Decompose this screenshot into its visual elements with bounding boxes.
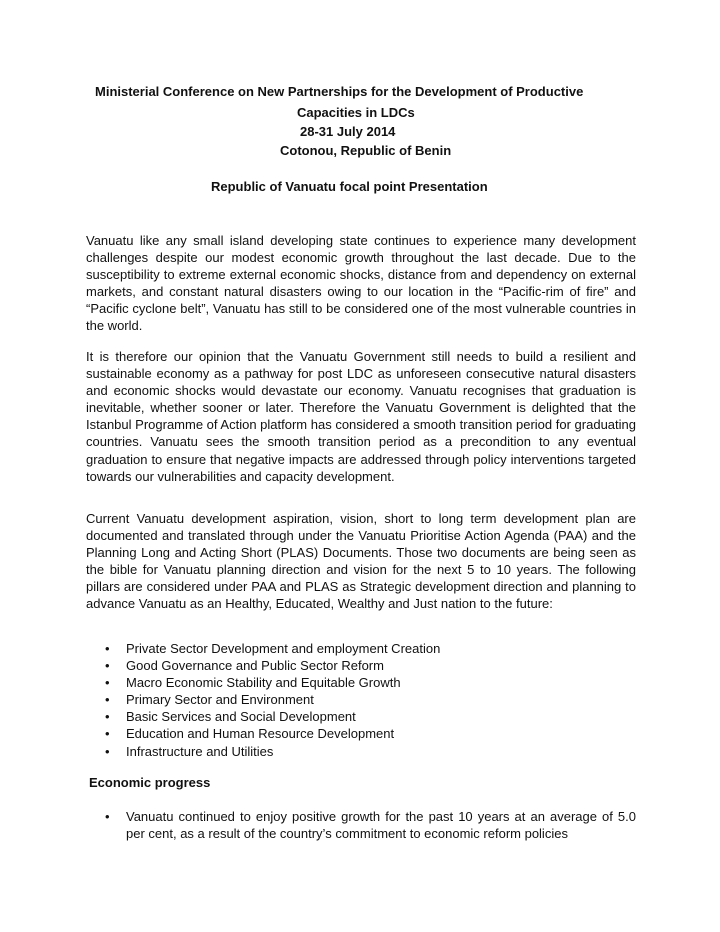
conference-location: Cotonou, Republic of Benin	[280, 143, 452, 158]
paragraph-vulnerability: Vanuatu like any small island developing state continues to experience many development challenges despite our modest economic growth throughout the last decade. Due to the susceptibility to extreme external economic shocks, distance from and dependency on external markets, and constant natural disasters owing to our location in the “Pacific-rim of fire” and “Pacific cyclone belt”, Vanuatu has still to be considered one of the most vulnerable countries in the world.	[86, 233, 636, 334]
bullet-icon: •	[105, 809, 110, 824]
bullet-icon: •	[105, 658, 110, 674]
bullet-icon: •	[105, 641, 110, 656]
bullet-icon: •	[105, 743, 110, 759]
bullet-icon: •	[105, 709, 110, 725]
pillar-label: Good Governance and Public Sector Reform	[126, 658, 384, 674]
list-item	[86, 640, 636, 657]
list-item	[86, 674, 636, 691]
presentation-subtitle: Republic of Vanuatu focal point Presentation	[211, 179, 488, 194]
pillars-list	[86, 640, 636, 760]
pillar-label: Macro Economic Stability and Equitable Growth	[126, 675, 401, 691]
pillar-label: Primary Sector and Environment	[126, 692, 314, 708]
pillar-label: Infrastructure and Utilities	[126, 743, 274, 759]
bullet-icon: •	[105, 675, 110, 691]
pillar-label: Basic Services and Social Development	[126, 709, 356, 725]
pillar-label: Education and Human Resource Development	[126, 726, 395, 742]
list-item	[86, 657, 636, 674]
list-item	[86, 725, 636, 742]
paragraph-resilience: It is therefore our opinion that the Vanuatu Government still needs to build a resilient and sustainable economy as a pathway for post LDC as unforeseen consecutive natural disasters and economic shocks would devastate our economy. Vanuatu recognises that graduation is inevitable, whether sooner or later. Therefore the Vanuatu Government is delighted that the Istanbul Programme of Action platform has considered a smooth transition period for graduating countries. Vanuatu sees the smooth transition period as a precondition to any eventual graduation to ensure that negative impacts are addressed through policy interventions targeted towards our vulnerabilities and capacity development.	[86, 349, 636, 484]
conference-title-line-1: Ministerial Conference on New Partnerships for the Development of Productive	[95, 84, 584, 99]
economic-progress-item	[86, 808, 636, 842]
conference-dates: 28-31 July 2014	[300, 124, 396, 139]
list-item	[86, 691, 636, 708]
section-heading-economic-progress: Economic progress	[89, 775, 211, 790]
pillar-label: Private Sector Development and employment Creation	[126, 641, 441, 656]
paragraph-development-plan: Current Vanuatu development aspiration, vision, short to long term development plan are documented and translated through under the Vanuatu Prioritise Action Agenda (PAA) and the Planning Long and Acting Short (PLAS) Documents. Those two documents are being seen as the bible for Vanuatu planning direction and vision for the next 5 to 10 years. The following pillars are considered under PAA and PLAS as Strategic development direction and planning to advance Vanuatu as an Healthy, Educated, Wealthy and Just nation to the future:	[86, 511, 636, 612]
list-item	[86, 708, 636, 725]
bullet-icon: •	[105, 726, 110, 742]
bullet-icon: •	[105, 692, 110, 708]
economic-progress-text: Vanuatu continued to enjoy positive growth for the past 10 years at an average of 5.0 per cent, as a result of the country’s commitment to economic reform policies	[126, 809, 636, 842]
list-item	[86, 743, 636, 760]
conference-title-line-2: Capacities in LDCs	[297, 105, 415, 120]
